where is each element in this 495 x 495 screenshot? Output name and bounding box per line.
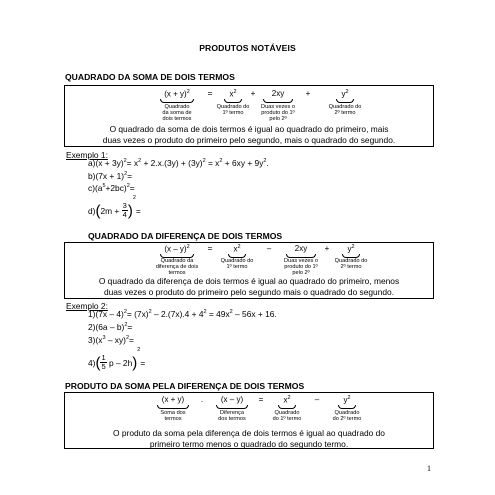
caption-factor-2: Diferença dos termos: [218, 410, 246, 423]
section-heading-soma: QUADRADO DA SOMA DE DOIS TERMOS: [65, 72, 235, 82]
plus-sign: +: [324, 244, 330, 253]
description-produto: O produto da soma pela diferença de dois termos é igual ao quadrado do primeiro termo menos o quadrado do segundo termo.: [113, 428, 385, 449]
equals-sign: =: [207, 89, 213, 98]
formula-term-2: 2xy: [294, 244, 308, 253]
example-1-item-d: d)(2m + $\frac{3}{4}$ )$^2$=: [88, 195, 141, 220]
caption-term-1: Quadrado do 1º termo: [216, 104, 250, 117]
caption-term-2: Duas vezes o produto do 1º pelo 2º: [284, 258, 318, 277]
formula-box-produto: [64, 392, 434, 449]
section-heading-diferenca: QUADRADO DA DIFERENÇA DE DOIS TERMOS: [88, 231, 283, 241]
caption-lhs: Quadrado da diferença de dois termos: [155, 258, 199, 277]
brace-icon: [278, 405, 296, 409]
example-2-item-2: 2)(6a – b)$^2$=: [88, 322, 133, 332]
example-1-title: Exemplo 1:: [66, 150, 108, 160]
plus-sign: +: [305, 89, 311, 98]
plus-sign: +: [250, 89, 256, 98]
caption-term-2: Quadrado do 2º termo: [332, 410, 362, 423]
example-1-item-c: $c)(a^5+2bc)^2=$: [88, 183, 135, 193]
caption-term-2: Duas vezes o produto do 1º pelo 2º: [261, 104, 295, 123]
page-title: PRODUTOS NOTÁVEIS: [199, 43, 296, 53]
formula-term-1: $x^2$: [229, 89, 237, 99]
brace-icon: [336, 99, 354, 103]
example-2-title: Exemplo 2:: [66, 301, 108, 311]
formula-factor-2: (x – y): [220, 395, 244, 404]
fraction: $\frac{1}{5}$: [101, 353, 106, 372]
formula-box-soma: [64, 85, 434, 147]
example-1-item-a: $a)(x + 3y)^2= x^2 + 2.x.(3y) + (3y)^2 = x^2 + 6xy + 9y^2$.: [88, 158, 269, 168]
example-1-item-b: $b)(7x + 1)^2=$: [88, 171, 133, 181]
caption-term-3: Quadrado do 2º termo: [328, 104, 362, 117]
example-2-item-4: 4)( $\frac{1}{5}$ p – 2h)$^2$=: [88, 347, 146, 372]
formula-term-2: $y^2$: [343, 395, 351, 405]
description-soma: O quadrado da soma de dois termos é igual ao quadrado do primeiro, mais duas vezes o produto do primeiro pelo segundo, mais o quadrado do segundo.: [102, 124, 396, 145]
brace-icon: [216, 405, 248, 409]
brace-icon: [160, 99, 194, 103]
formula-term-3: $y^2$: [347, 244, 355, 254]
page-number: 1: [427, 464, 431, 473]
brace-icon: [263, 99, 293, 103]
brace-icon: [157, 405, 189, 409]
brace-icon: [224, 99, 242, 103]
example-2-item-3: $3)(x^3 - xy)^2=$: [88, 335, 134, 345]
formula-box-diferenca: [64, 242, 434, 299]
formula-factor-1: (x + y): [161, 395, 185, 404]
caption-lhs: Quadrado da soma de dois termos: [162, 104, 192, 123]
formula-lhs: $(x + y)^2$: [164, 89, 190, 99]
example-2-item-1: $1)(7x - 4)^2= (7x)^2 - 2.(7x).4 + 4^2 = 49x^2 - 56x + 16$.: [88, 309, 277, 319]
caption-factor-1: Soma dos termos: [160, 410, 186, 423]
formula-term-1: $x^2$: [283, 395, 291, 405]
formula-term-2: 2xy: [271, 89, 285, 98]
minus-sign: –: [314, 395, 320, 404]
description-diferenca: O quadrado da diferença de dois termos é igual ao quadrado do primeiro, menos duas vezes o produto do primeiro pelo segundo mais o quadrado do segundo.: [98, 276, 400, 297]
section-heading-produto: PRODUTO DA SOMA PELA DIFERENÇA DE DOIS TERMOS: [65, 381, 305, 391]
formula-term-3: $y^2$: [341, 89, 349, 99]
equals-sign: =: [258, 395, 264, 404]
fraction: $\frac{3}{4}$: [122, 201, 127, 220]
dot-operator: .: [200, 395, 204, 404]
caption-term-1: Quadrado do 1º termo: [272, 410, 302, 423]
brace-icon: [338, 405, 356, 409]
caption-term-1: Quadrado do 1º termo: [220, 258, 254, 271]
equals-sign: =: [207, 244, 213, 253]
caption-term-3: Quadrado do 2º termo: [334, 258, 368, 271]
formula-term-1: $x^2$: [233, 244, 241, 254]
formula-lhs: (x – y)$^2$: [164, 244, 190, 254]
minus-sign: –: [266, 244, 272, 253]
